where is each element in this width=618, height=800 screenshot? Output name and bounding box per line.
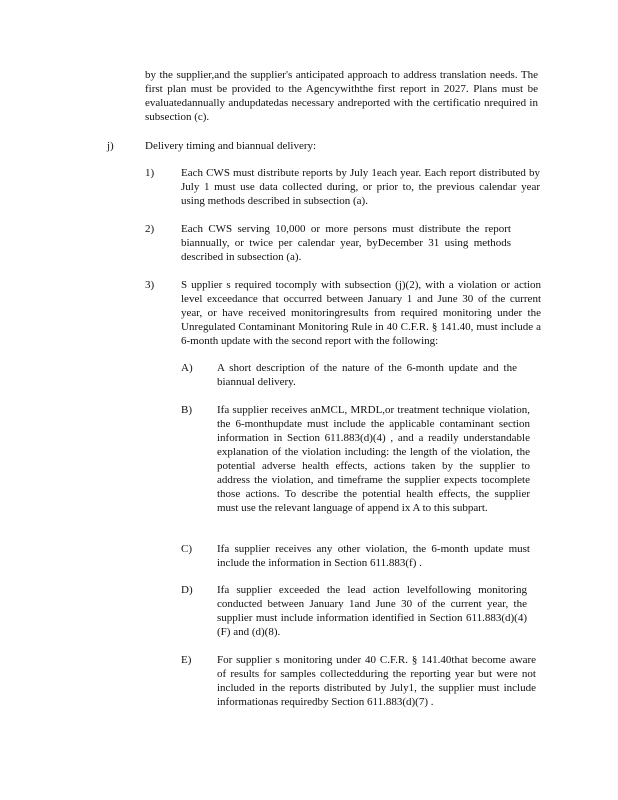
subitem-a-text: A short description of the nature of the 6-month update and the biannual delivery.	[217, 362, 517, 388]
item-1-text: Each CWS must distribute reports by July 1each year. Each report distributed by July 1 must use data collected during, or prior to, the previous calendar year using methods described in subsection (a).	[181, 167, 540, 207]
section-j-heading: Delivery timing and biannual delivery:	[145, 140, 317, 152]
item-3-label: 3)	[145, 279, 155, 291]
section-j-label: j)	[107, 140, 114, 152]
subitem-d-label: D)	[181, 584, 193, 596]
subitem-b-label: B)	[181, 404, 192, 416]
intro-paragraph: by the supplier,and the supplier's anticipated approach to address translation needs. The first plan must be provided to the Agencywiththe first report in 2027. Plans must be evaluatedannually andupdatedas necessary andreported with the certificatio nrequired in subsection (c).	[145, 69, 538, 123]
subitem-d-text: Ifa supplier exceeded the lead action levelfollowing monitoring conducted between January 1and June 30 of the current year, the supplier must include information identified in Section 611.883(d)(4) (F) and (d)(8).	[217, 584, 527, 638]
item-2-label: 2)	[145, 223, 155, 235]
item-2-text: Each CWS serving 10,000 or more persons must distribute the report biannually, or twice per calendar year, byDecember 31 using methods described in subsection (a).	[181, 223, 511, 263]
subitem-c-label: C)	[181, 543, 192, 555]
subitem-b-text: Ifa supplier receives anMCL, MRDL,or treatment technique violation, the 6-monthupdate must include the applicable contaminant section information in Section 611.883(d)(4) , and a readily understandable explanation of the violation including: the length of the violation, the potential adverse health effects, actions taken by the supplier to address the violation, and timeframe the supplier expects tocomplete those actions. To describe the potential health effects, the supplier must use the relevant language of append ix A to this subpart.	[217, 404, 530, 514]
subitem-e-text: For supplier s monitoring under 40 C.F.R. § 141.40that become aware of results for samples collectedduring the reporting year but were not included in the reports distributed by July1, the supplier must include informationas requiredby Section 611.883(d)(7) .	[217, 654, 536, 708]
subitem-e-label: E)	[181, 654, 192, 666]
item-1-label: 1)	[145, 167, 155, 179]
item-3-text: S upplier s required tocomply with subsection (j)(2), with a violation or action level exceedance that occurred between January 1 and June 30 of the current year, or have received monitoringresults from required monitoring under the Unregulated Contaminant Monitoring Rule in 40 C.F.R. § 141.40, must include a 6-month update with the second report with the following:	[181, 279, 541, 347]
subitem-c-text: Ifa supplier receives any other violation, the 6-month update must include the information in Section 611.883(f) .	[217, 543, 530, 569]
subitem-a-label: A)	[181, 362, 193, 374]
